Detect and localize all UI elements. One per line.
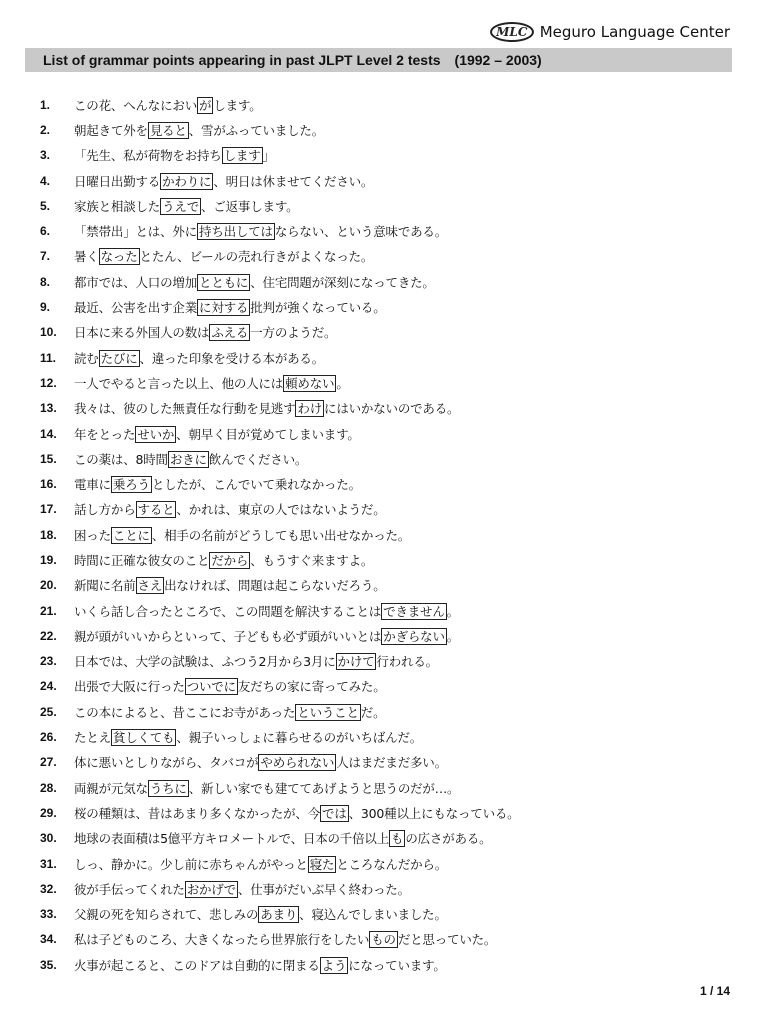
item-number: 27. [40, 755, 57, 770]
example-sentence [74, 829, 491, 847]
grammar-point-box: 見ると [149, 122, 187, 138]
sentence-after: 行われる。 [376, 654, 438, 670]
example-sentence [74, 298, 386, 316]
sentence-before: この花、へんなにおい [74, 97, 198, 113]
list-item [40, 370, 740, 395]
sentence-after: 、親子いっしょに暮らせるのがいちばんだ。 [176, 730, 423, 746]
grammar-point-box: わけ [297, 401, 323, 417]
sentence-after: 飲んでください。 [208, 451, 308, 467]
sentence-before: この薬は、8時間 [74, 451, 168, 467]
list-item [40, 396, 740, 421]
list-item [40, 244, 740, 269]
sentence-before: 桜の種類は、昔はあまり多くなかったが、今 [74, 805, 321, 821]
sentence-after: としたが、こんでいて乗れなかった。 [151, 477, 361, 493]
sentence-before: たとえ [74, 730, 111, 746]
example-sentence [74, 703, 385, 721]
item-number: 19. [40, 552, 57, 567]
item-number: 14. [40, 426, 57, 441]
sentence-after: 、かれは、東京の人ではないようだ。 [176, 502, 386, 518]
sentence-before: 「禁帯出」とは、外に [74, 224, 198, 240]
grammar-point-box: すると [137, 502, 175, 518]
title-bar [25, 48, 732, 72]
sentence-before: 我々は、彼のした無責任な行動を見逃す [74, 401, 296, 417]
sentence-after: 批判が強くなっている。 [250, 300, 386, 316]
item-number: 2. [40, 122, 51, 137]
sentence-before: 新聞に名前 [74, 578, 136, 594]
example-sentence [74, 323, 336, 341]
example-sentence [74, 677, 386, 695]
grammar-point-box: 寝た [309, 856, 335, 872]
document-title: List of grammar points appearing in past JLPT Level 2 tests (1992 – 2003) [43, 52, 542, 68]
item-number: 4. [40, 173, 51, 188]
list-item [40, 927, 740, 952]
example-sentence [74, 273, 435, 291]
item-number: 13. [40, 401, 57, 416]
example-sentence [74, 450, 307, 468]
grammar-point-box: よう [321, 957, 347, 973]
sentence-after: 、ご返事します。 [201, 198, 299, 214]
sentence-before: 時間に正確な彼女のこと [74, 552, 210, 568]
item-number: 34. [40, 932, 57, 947]
sentence-after: 一方のようだ。 [250, 325, 337, 341]
sentence-before: 日曜日出勤する [74, 173, 161, 189]
item-number: 28. [40, 780, 57, 795]
grammar-point-box: おかげで [186, 881, 236, 897]
sentence-after: ならない、という意味である。 [274, 224, 448, 240]
grammar-point-box: あまり [260, 907, 298, 923]
example-sentence [74, 247, 373, 265]
grammar-point-box: せいか [137, 426, 175, 442]
sentence-after: にはいかないのである。 [324, 401, 460, 417]
item-number: 8. [40, 274, 51, 289]
item-number: 23. [40, 654, 57, 669]
list-item [40, 699, 740, 724]
list-item [40, 547, 740, 572]
sentence-after: 人はまだまだ多い。 [336, 755, 447, 771]
sentence-after: 、明日は休ませてください。 [213, 173, 374, 189]
list-item [40, 674, 740, 699]
example-sentence [74, 399, 459, 417]
example-sentence [74, 753, 447, 771]
mlc-logo: MLC [490, 22, 534, 42]
sentence-after: ところなんだから。 [336, 856, 448, 872]
sentence-before: 都市では、人口の増加 [74, 274, 198, 290]
sentence-before: 一人でやると言った以上、他の人には [74, 375, 284, 391]
list-item [40, 269, 740, 294]
item-number: 9. [40, 300, 51, 315]
sentence-before: 話し方から [74, 502, 136, 518]
item-number: 29. [40, 805, 57, 820]
example-sentence [74, 602, 459, 620]
grammar-point-box: 頼めない [285, 375, 335, 391]
sentence-before: 困った [74, 527, 111, 543]
example-sentence [74, 804, 519, 822]
sentence-before: 電車に [74, 477, 111, 493]
list-item [40, 851, 740, 876]
list-item [40, 497, 740, 522]
example-sentence [74, 146, 275, 164]
list-item [40, 902, 740, 927]
example-sentence [74, 197, 298, 215]
example-sentence [74, 930, 496, 948]
sentence-before: 日本では、大学の試験は、ふつう2月から3月に [74, 654, 336, 670]
example-sentence [74, 500, 386, 518]
grammar-point-box: します [223, 148, 261, 164]
sentence-after: 友だちの家に寄ってみた。 [237, 679, 386, 695]
grammar-point-box: ことに [112, 527, 150, 543]
sentence-before: いくら話し合ったところで、この問題を解決することは [74, 603, 382, 619]
list-item [40, 320, 740, 345]
list-item [40, 193, 740, 218]
item-number: 3. [40, 148, 51, 163]
list-item [40, 446, 740, 471]
item-number: 26. [40, 730, 57, 745]
example-sentence [74, 526, 410, 544]
sentence-before: 年をとった [74, 426, 136, 442]
grammar-point-box: かわりに [162, 173, 212, 189]
example-sentence [74, 172, 373, 190]
sentence-before: 出張で大阪に行った [74, 679, 185, 695]
example-sentence [74, 475, 361, 493]
sentence-after: 。 [336, 375, 349, 391]
example-sentence [74, 880, 410, 898]
sentence-after: します。 [213, 97, 262, 113]
sentence-after: だ。 [360, 704, 386, 720]
sentence-after: 、新しい家でも建ててあげようと思うのだが…。 [188, 780, 460, 796]
list-item [40, 598, 740, 623]
example-sentence [74, 855, 447, 873]
sentence-after: 、300種以上にもなっている。 [348, 805, 520, 821]
list-item [40, 573, 740, 598]
sentence-after: 。 [446, 603, 459, 619]
grammar-point-box: うちに [149, 780, 187, 796]
sentence-before: 家族と相談した [74, 198, 161, 214]
item-number: 35. [40, 957, 57, 972]
example-sentence [74, 374, 349, 392]
sentence-before: 親が頭がいいからといって、子どもも必ず頭がいいとは [74, 628, 382, 644]
example-sentence [74, 905, 447, 923]
item-number: 25. [40, 704, 57, 719]
item-number: 30. [40, 831, 57, 846]
example-sentence [74, 121, 324, 139]
grammar-point-box: ふえる [211, 325, 249, 341]
sentence-before: 体に悪いとしりながら、タバコが [74, 755, 259, 771]
sentence-before: 彼が手伝ってくれた [74, 881, 185, 897]
list-item [40, 294, 740, 319]
center-name: Meguro Language Center [539, 23, 730, 41]
list-item [40, 952, 740, 977]
list-item [40, 724, 740, 749]
sentence-before: 朝起きて外を [74, 122, 148, 138]
sentence-after: 出なければ、問題は起こらないだろう。 [164, 578, 386, 594]
item-number: 22. [40, 628, 57, 643]
grammar-point-box: が [199, 97, 212, 113]
grammar-point-box: ついでに [186, 679, 236, 695]
grammar-point-box: できません [383, 603, 445, 619]
item-number: 24. [40, 679, 57, 694]
item-number: 31. [40, 856, 57, 871]
grammar-list [40, 92, 740, 977]
grammar-point-box: かけて [337, 654, 375, 670]
grammar-point-box: たびに [100, 350, 138, 366]
sentence-after: 、朝早く目が覚めてしまいます。 [176, 426, 360, 442]
list-item [40, 471, 740, 496]
sentence-after: 、住宅問題が深刻になってきた。 [250, 274, 435, 290]
list-item [40, 117, 740, 142]
grammar-point-box: かぎらない [383, 628, 445, 644]
grammar-point-box: 貧しくても [112, 730, 175, 746]
list-item [40, 750, 740, 775]
item-number: 32. [40, 881, 57, 896]
grammar-point-box: さえ [137, 578, 163, 594]
sentence-after: 、仕事がだいぶ早く終わった。 [237, 881, 410, 897]
list-item [40, 649, 740, 674]
sentence-before: 「先生、私が荷物をお持ち [74, 148, 222, 164]
example-sentence [74, 551, 373, 569]
sentence-after: だと思っていた。 [397, 932, 497, 948]
list-item [40, 345, 740, 370]
list-item [40, 800, 740, 825]
example-sentence [74, 627, 459, 645]
example-sentence [74, 779, 459, 797]
grammar-point-box: なった [100, 249, 138, 265]
grammar-point-box: もの [371, 932, 396, 948]
grammar-point-box: だから [211, 552, 249, 568]
sentence-after: 、違った印象を受ける本がある。 [139, 350, 325, 366]
sentence-before: 私は子どものころ、大きくなったら世界旅行をしたい [74, 932, 370, 948]
item-number: 11. [40, 350, 57, 365]
sentence-after: 、もうすぐ来ますよ。 [250, 552, 374, 568]
sentence-before: 読む [74, 350, 99, 366]
item-number: 20. [40, 578, 57, 593]
list-item [40, 92, 740, 117]
item-number: 15. [40, 451, 57, 466]
grammar-point-box: うえで [162, 198, 200, 214]
sentence-after: 、雪がふっていました。 [188, 122, 325, 138]
sentence-before: 暑く [74, 249, 99, 265]
list-item [40, 775, 740, 800]
grammar-point-box: 乗ろう [112, 477, 150, 493]
item-number: 6. [40, 224, 51, 239]
item-number: 17. [40, 502, 57, 517]
list-item [40, 168, 740, 193]
sentence-after: の広さがある。 [405, 831, 492, 847]
example-sentence [74, 96, 262, 114]
sentence-before: 地球の表面積は5億平方キロメートルで、日本の千倍以上 [74, 831, 390, 847]
sentence-before: 父親の死を知らされて、悲しみの [74, 907, 259, 923]
example-sentence [74, 425, 360, 443]
grammar-point-box: に対する [199, 300, 249, 316]
sentence-before: しっ、静かに。少し前に赤ちゃんがやっと [74, 856, 308, 872]
grammar-point-box: では [322, 805, 347, 821]
item-number: 7. [40, 249, 51, 264]
sentence-after: 、相手の名前がどうしても思い出せなかった。 [151, 527, 411, 543]
list-item [40, 623, 740, 648]
sentence-before: 日本に来る外国人の数は [74, 325, 210, 341]
list-item [40, 876, 740, 901]
item-number: 5. [40, 198, 51, 213]
example-sentence [74, 728, 422, 746]
list-item [40, 522, 740, 547]
example-sentence [74, 222, 447, 240]
sentence-after: 」 [262, 148, 275, 164]
grammar-point-box: おきに [169, 451, 207, 467]
page-number: 1 / 14 [699, 984, 730, 998]
item-number: 18. [40, 527, 57, 542]
sentence-after: 、寝込んでしまいました。 [299, 907, 447, 923]
item-number: 10. [40, 325, 57, 340]
sentence-after: になっています。 [348, 957, 446, 973]
sentence-after: とたん、ビールの売れ行きがよくなった。 [139, 249, 374, 265]
item-number: 16. [40, 477, 57, 492]
grammar-point-box: ということ [297, 704, 359, 720]
header [490, 22, 730, 42]
sentence-after: 。 [446, 628, 460, 644]
grammar-point-box: とともに [199, 274, 249, 290]
list-item [40, 421, 740, 446]
example-sentence [74, 956, 446, 974]
item-number: 1. [40, 97, 51, 112]
sentence-before: 火事が起こると、このドアは自動的に閉まる [74, 957, 320, 973]
example-sentence [74, 576, 386, 594]
sentence-before: この本によると、昔ここにお寺があった [74, 704, 296, 720]
example-sentence [74, 349, 324, 367]
grammar-point-box: やめられない [260, 755, 335, 771]
item-number: 21. [40, 603, 57, 618]
list-item [40, 143, 740, 168]
grammar-point-box: も [391, 831, 404, 847]
item-number: 12. [40, 375, 57, 390]
sentence-before: 両親が元気な [74, 780, 148, 796]
example-sentence [74, 652, 438, 670]
sentence-before: 最近、公害を出す企業 [74, 300, 198, 316]
list-item [40, 826, 740, 851]
item-number: 33. [40, 907, 57, 922]
grammar-point-box: 持ち出しては [199, 224, 273, 240]
list-item [40, 218, 740, 243]
